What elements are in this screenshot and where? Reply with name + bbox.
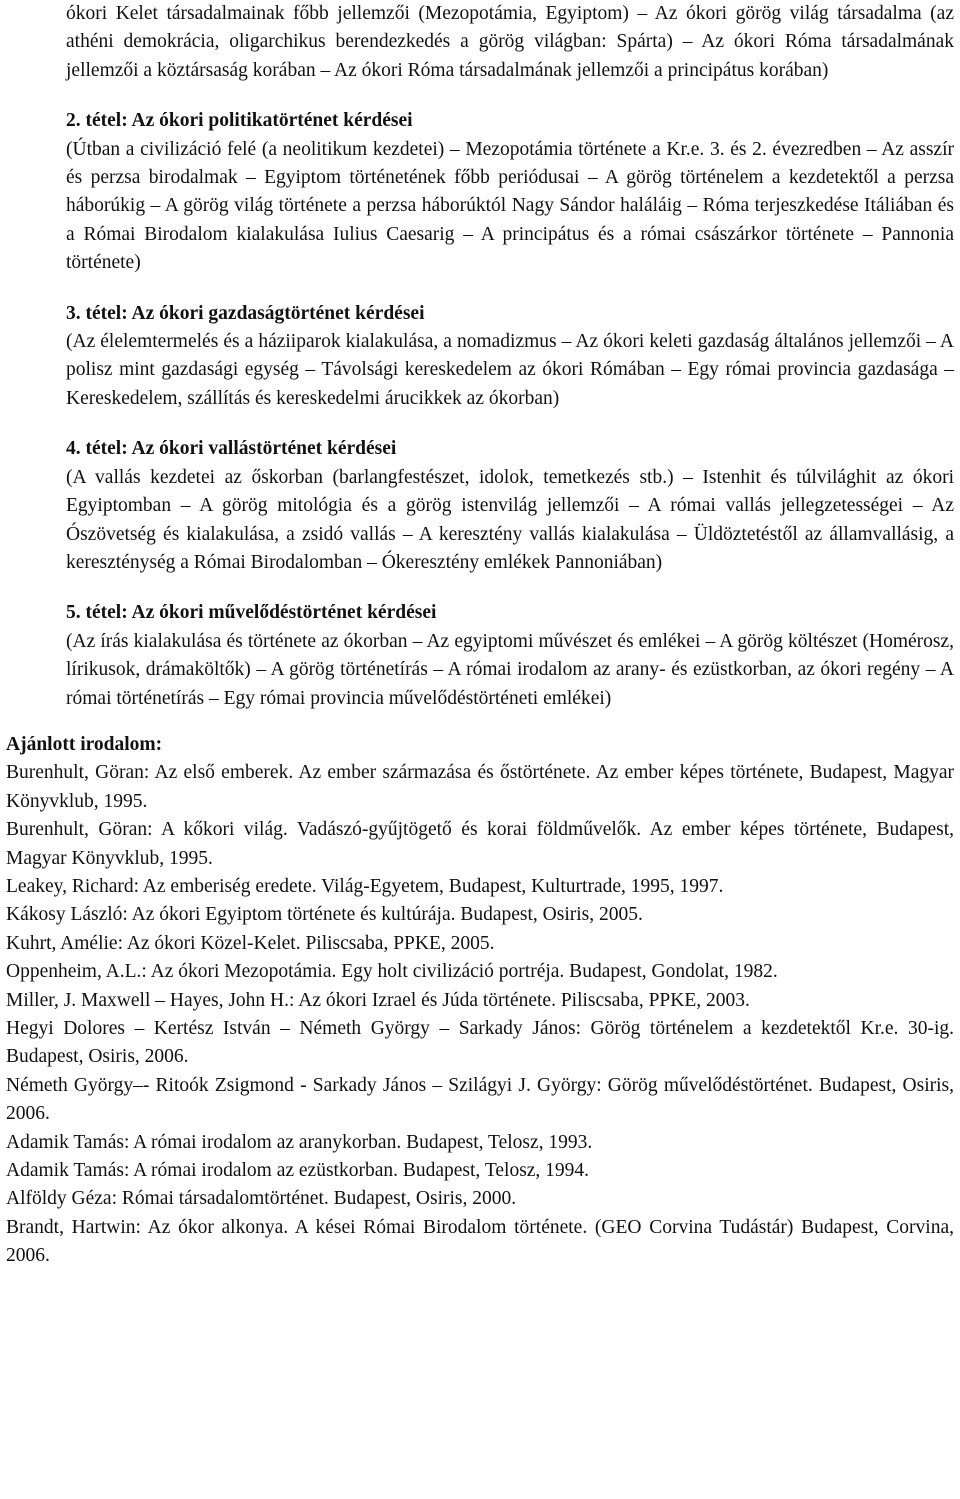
section-heading: 4. tétel: Az ókori vallástörténet kérdései <box>66 438 397 460</box>
reference-item: Adamik Tamás: A római irodalom az ezüstkorban. Budapest, Telosz, 1994. <box>6 1160 590 1182</box>
section-body: (A vallás kezdetei az őskorban (barlangfestészet, idolok, temetkezés stb.) – Istenhit és túlvilághit az ókori Egyiptomban – A görög mitológia és a görög istenvilág jellemzői – A római vallás jellegzetességei – Az Ószövetség és kialakulása, a zsidó vallás – A keresztény vallás kialakulása – Üldöztetéstől az államvallásig, a kereszténység a Római Birodalomban – Ókeresztény emlékek Pannoniában) <box>66 466 954 573</box>
reference-item: Miller, J. Maxwell – Hayes, John H.: Az ókori Izrael és Júda története. Piliscsaba, PPKE, 2003. <box>6 989 750 1011</box>
intro-paragraph: ókori Kelet társadalmainak főbb jellemzői (Mezopotámia, Egyiptom) – Az ókori görög világ társadalma (az athéni demokrácia, oligarchikus berendezkedés a görög világban: Spárta) – Az ókori Róma társadalmának jellemzői a köztársaság korában – Az ókori Róma társadalmának jellemzői a principátus korában) <box>66 3 954 81</box>
reference-item: Kuhrt, Amélie: Az ókori Közel-Kelet. Piliscsaba, PPKE, 2005. <box>6 932 495 954</box>
references <box>6 731 954 1271</box>
section-heading: 5. tétel: Az ókori művelődéstörténet kérdései <box>66 602 437 624</box>
reference-item: Németh György–- Ritoók Zsigmond - Sarkady János – Szilágyi J. György: Görög művelődéstörténet. Budapest, Osiris, 2006. <box>6 1074 954 1125</box>
reference-item: Alföldy Géza: Római társadalomtörténet. Budapest, Osiris, 2000. <box>6 1188 517 1210</box>
section-heading: 2. tétel: Az ókori politikatörténet kérdései <box>66 110 413 132</box>
reference-item: Oppenheim, A.L.: Az ókori Mezopotámia. Egy holt civilizáció portréja. Budapest, Gondolat, 1982. <box>6 961 778 983</box>
reference-item: Adamik Tamás: A római irodalom az aranykorban. Budapest, Telosz, 1993. <box>6 1131 593 1153</box>
reference-item: Kákosy László: Az ókori Egyiptom története és kultúrája. Budapest, Osiris, 2005. <box>6 904 643 926</box>
reference-item: Burenhult, Göran: A kőkori világ. Vadászó-gyűjtögető és korai földművelők. Az ember képes története, Budapest, Magyar Könyvklub, 1995. <box>6 819 954 869</box>
reference-item: Burenhult, Göran: Az első emberek. Az ember származása és őstörténete. Az ember képes története, Budapest, Magyar Könyvklub, 1995. <box>6 762 954 812</box>
section-4 <box>66 435 954 577</box>
section-body: (Az élelemtermelés és a háziiparok kialakulása, a nomadizmus – Az ókori keleti gazdaság általános jellemzői – A polisz mint gazdasági egység – Távolsági kereskedelem az ókori Rómában – Egy római provincia gazdasága – Kereskedelem, szállítás és kereskedelmi árucikkek az ókorban) <box>66 331 954 409</box>
section-heading: 3. tétel: Az ókori gazdaságtörténet kérdései <box>66 302 425 324</box>
reference-item: Brandt, Hartwin: Az ókor alkonya. A kései Római Birodalom története. (GEO Corvina Tudástár) Budapest, Corvina, 2006. <box>6 1216 954 1267</box>
section-2 <box>66 107 954 277</box>
reference-item: Hegyi Dolores – Kertész István – Németh György – Sarkady János: Görög történelem a kezdetektől Kr.e. 30-ig. Budapest, Osiris, 2006. <box>6 1018 954 1068</box>
section-5 <box>66 599 954 713</box>
section-body: (Útban a civilizáció felé (a neolitikum kezdetei) – Mezopotámia története a Kr.e. 3. és 2. évezredben – Az asszír és perzsa birodalmak – Egyiptom történetének főbb periódusai – A görög történelem a kezdetektől a perzsa háborúkig – A görög világ története a perzsa háborúktól Nagy Sándor haláláig – Róma terjeszkedése Itáliában és a Római Birodalom kialakulása Iulius Caesarig – A principátus és a római császárkor története – Pannonia története) <box>66 138 954 274</box>
section-3 <box>66 300 954 414</box>
section-body: (Az írás kialakulása és története az ókorban – Az egyiptomi művészet és emlékei – A görög költészet (Homérosz, lírikusok, drámaköltők) – A görög történetírás – A római irodalom az arany- és ezüstkorban, az ókori regény – A római történetírás – Egy római provincia művelődéstörténeti emlékei) <box>66 630 954 709</box>
references-title: Ajánlott irodalom: <box>6 733 163 755</box>
reference-item: Leakey, Richard: Az emberiség eredete. Világ-Egyetem, Budapest, Kulturtrade, 1995, 1997. <box>6 875 724 897</box>
